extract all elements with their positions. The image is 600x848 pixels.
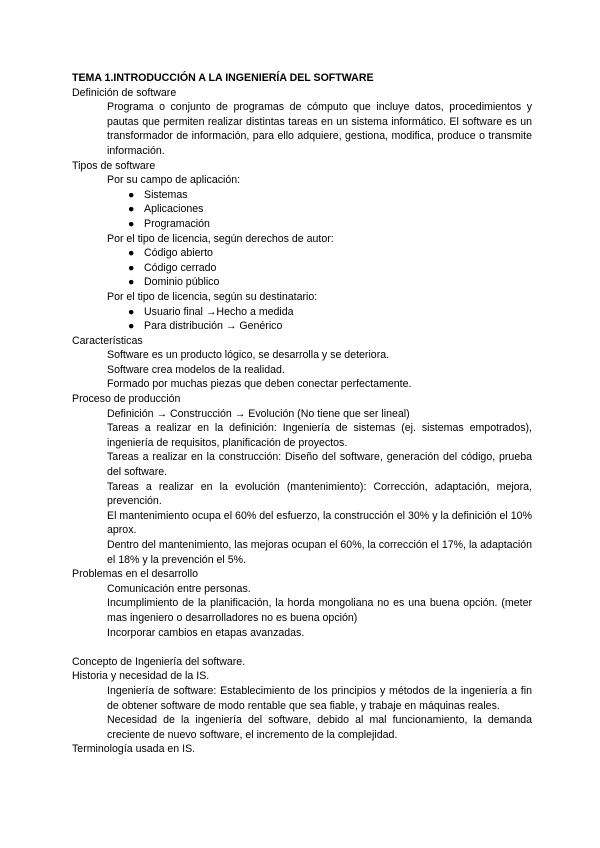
heading-terminologia: Terminología usada en IS.: [72, 743, 196, 756]
caracteristicas-line: Formado por muchas piezas que deben conectar perfectamente.: [107, 378, 412, 391]
heading-historia: Historia y necesidad de la IS.: [72, 670, 210, 683]
paragraph-definicion: Programa o conjunto de programas de cómputo que incluye datos, procedimientos y pautas que permiten realizar distintas tareas en un sistema informático. El software es un transformador de información, para ello adquiere, gestiona, modifica, produce o transmite información.: [107, 101, 532, 157]
list-item: ● Sistemas: [128, 188, 188, 201]
bullet-icon: ●: [128, 247, 135, 260]
heading-tipos: Tipos de software: [72, 159, 156, 172]
blank-line: [72, 640, 532, 655]
tipos-group-label: Por su campo de aplicación:: [107, 174, 241, 187]
bullet-icon: ●: [128, 276, 135, 289]
heading-caracteristicas: Características: [72, 334, 143, 347]
bullet-icon: ●: [128, 217, 135, 230]
document-title: TEMA 1.INTRODUCCIÓN A LA INGENIERÍA DEL SOFTWARE: [72, 72, 374, 84]
list-item: ● Código cerrado: [128, 261, 217, 274]
proceso-paragraph: Dentro del mantenimiento, las mejoras ocupan el 60%, la corrección el 17%, la adaptación el 18% y la prevención el 5%.: [107, 539, 532, 566]
list-item: ● Aplicaciones: [128, 203, 204, 216]
historia-paragraph: Ingeniería de software: Establecimiento de los principios y métodos de la ingeniería a fin de obtener software de modo rentable que sea fiable, y trabaje en máquinas reales.: [107, 684, 532, 712]
proceso-paragraph: Tareas a realizar en la construcción: Diseño del software, generación del código, prueba del software.: [107, 451, 532, 479]
list-item: ● Usuario final →Hecho a medida: [128, 305, 294, 318]
problemas-paragraph: Incorporar cambios en etapas avanzadas.: [107, 626, 305, 639]
bullet-icon: ●: [128, 203, 135, 216]
bullet-icon: ●: [128, 305, 135, 318]
proceso-paragraph: Definición → Construcción → Evolución (No tiene que ser lineal): [107, 407, 410, 420]
heading-concepto: Concepto de Ingeniería del software.: [72, 655, 246, 668]
heading-problemas: Problemas en el desarrollo: [72, 568, 199, 581]
historia-paragraph: Necesidad de la ingeniería del software, debido al mal funcionamiento, la demanda creciente de nuevo software, el incremento de la complejidad.: [107, 714, 532, 741]
caracteristicas-line: Software crea modelos de la realidad.: [107, 363, 285, 376]
heading-definicion: Definición de software: [72, 86, 177, 99]
bullet-icon: ●: [128, 320, 135, 333]
list-item: ● Dominio público: [128, 276, 220, 289]
document-body: [72, 71, 532, 757]
list-item: ● Para distribución → Genérico: [128, 320, 283, 333]
heading-proceso: Proceso de producción: [72, 393, 181, 406]
bullet-icon: ●: [128, 261, 135, 274]
tipos-group-label: Por el tipo de licencia, según su destinatario:: [107, 290, 318, 303]
problemas-paragraph: Incumplimiento de la planificación, la horda mongoliana no es una buena opción. (meter mas ingeniero o desarrolladores no es buena opción): [107, 597, 532, 624]
proceso-paragraph: Tareas a realizar en la evolución (mantenimiento): Corrección, adaptación, mejora, prevención.: [107, 480, 532, 508]
tipos-group-label: Por el tipo de licencia, según derechos de autor:: [107, 232, 334, 245]
problemas-paragraph: Comunicación entre personas.: [107, 582, 251, 595]
bullet-icon: ●: [128, 188, 135, 201]
caracteristicas-line: Software es un producto lógico, se desarrolla y se deteriora.: [107, 349, 390, 362]
list-item: ● Código abierto: [128, 247, 213, 260]
list-item: ● Programación: [128, 217, 210, 230]
proceso-paragraph: El mantenimiento ocupa el 60% del esfuerzo, la construcción el 30% y la definición el 10% aprox.: [107, 509, 532, 537]
proceso-paragraph: Tareas a realizar en la definición: Ingeniería de sistemas (ej. sistemas empotrados), ingeniería de requisitos, planificación de proyectos.: [107, 422, 532, 449]
